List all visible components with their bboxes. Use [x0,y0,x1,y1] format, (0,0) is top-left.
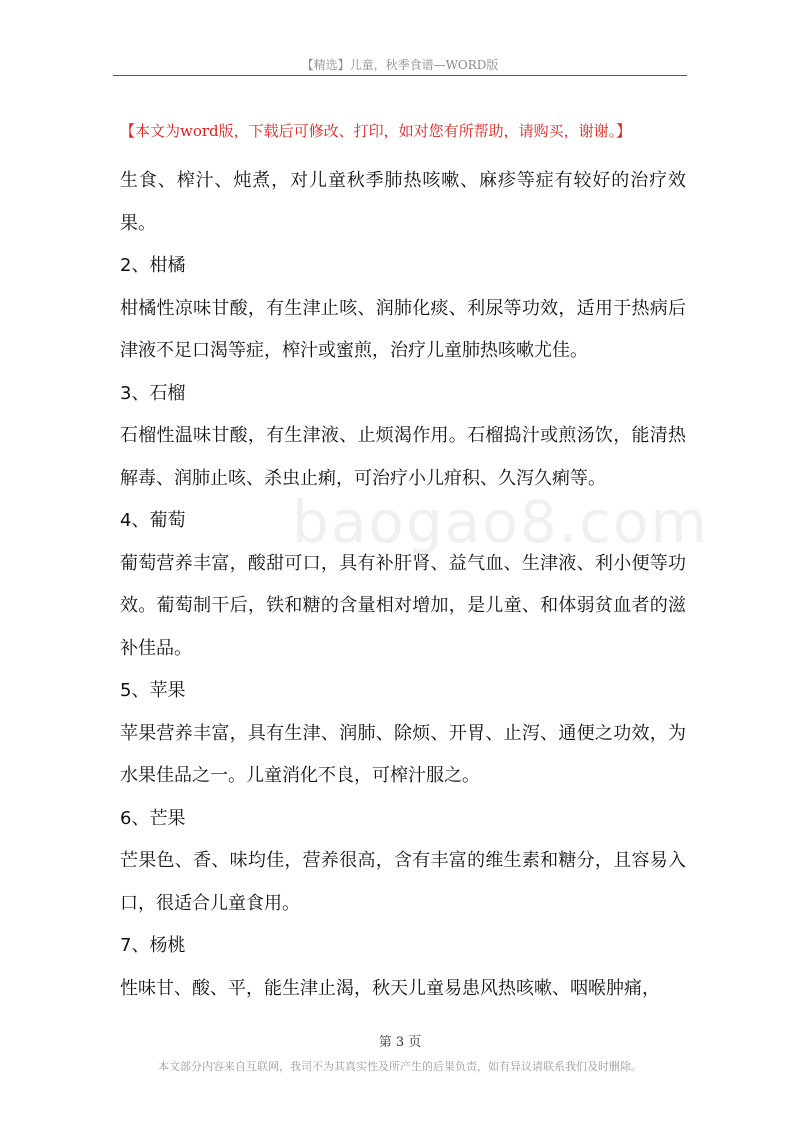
download-notice: 【本文为word版，下载后可修改、打印，如对您有所帮助，请购买，谢谢。】 [120,122,632,140]
paragraph: 苹果营养丰富，具有生津、润肺、除烦、开胃、止泻、通便之功效，为水果佳品之一。儿童消化不良，可榨汁服之。 [120,722,686,786]
paragraph: 生食、榨汁、炖煮，对儿童秋季肺热咳嗽、麻疹等症有较好的治疗效果。 [120,170,686,234]
watermark: baogao8.com [292,488,709,556]
paragraph: 石榴性温味甘酸，有生津液、止烦渴作用。石榴捣汁或煎汤饮，能清热解毒、润肺止咳、杀虫止痢，可治疗小儿疳积、久泻久痢等。 [120,425,686,489]
section-heading: 5、苹果 [120,680,186,701]
section-heading: 7、杨桃 [120,935,186,956]
document-body [120,160,686,1010]
section-heading: 3、石榴 [120,382,186,404]
paragraph: 柑橘性凉味甘酸，有生津止咳、润肺化痰、利尿等功效，适用于热病后津液不足口渴等症，榨汁或蜜煎，治疗儿童肺热咳嗽尤佳。 [120,297,686,361]
footer-disclaimer: 本文部分内容来自互联网，我司不为其真实性及所产生的后果负责，如有异议请联系我们及时删除。 [158,1060,642,1073]
page-header-title: 【精选】儿童，秋季食谱—WORD版 [301,58,499,72]
page-number: 第 3 页 [378,1035,422,1050]
paragraph: 葡萄营养丰富，酸甜可口，具有补肝肾、益气血、生津液、利小便等功效。葡萄制干后，铁和糖的含量相对增加，是儿童、和体弱贫血者的滋补佳品。 [120,552,686,659]
paragraph: 芒果色、香、味均佳，营养很高，含有丰富的维生素和糖分，且容易入口，很适合儿童食用。 [120,850,686,914]
section-heading: 6、芒果 [120,807,186,829]
paragraph: 性味甘、酸、平，能生津止渴，秋天儿童易患风热咳嗽、咽喉肿痛， [120,977,660,999]
header-divider [113,75,687,76]
section-heading: 4、葡萄 [120,510,186,531]
section-heading: 2、柑橘 [120,255,186,276]
